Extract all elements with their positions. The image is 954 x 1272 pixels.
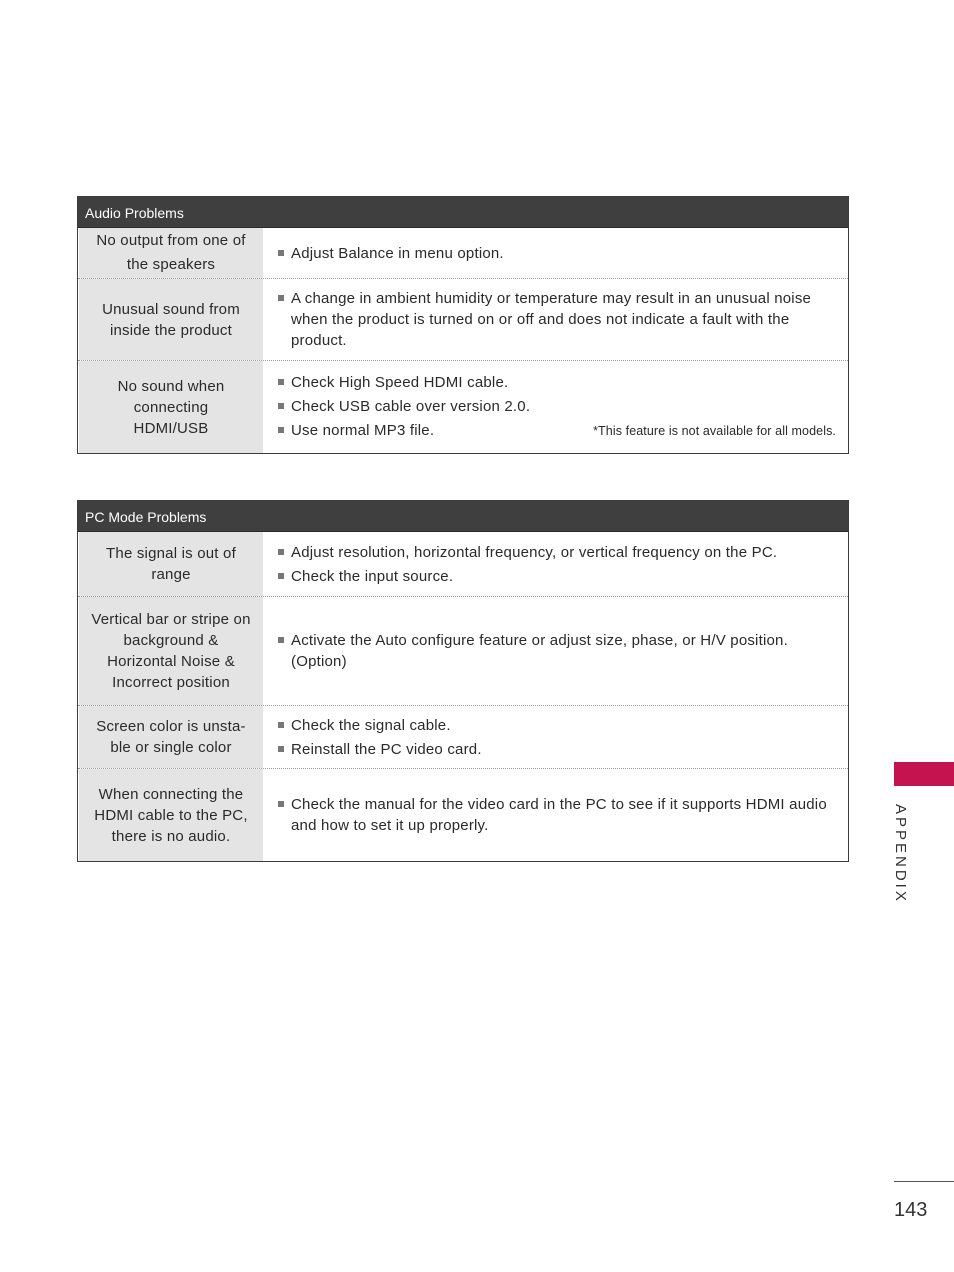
square-bullet-icon — [278, 573, 284, 579]
solution-cell — [263, 361, 848, 453]
square-bullet-icon — [278, 250, 284, 256]
symptom-cell — [79, 532, 263, 596]
solution-cell — [263, 228, 848, 278]
solution-text: Check USB cable over version 2.0. — [291, 398, 531, 415]
table-row — [78, 705, 848, 768]
solution-text: Adjust resolution, horizontal frequency, or vertical frequency on the PC. — [291, 543, 778, 561]
solution-item — [277, 630, 836, 672]
symptom-cell — [79, 228, 263, 278]
square-bullet-icon — [278, 722, 284, 728]
solution-item — [277, 794, 836, 836]
square-bullet-icon — [278, 379, 284, 385]
table-row — [78, 532, 848, 596]
table-row — [78, 360, 848, 453]
model-availability-note: *This feature is not available for all models. — [593, 424, 836, 438]
symptom-text: No sound when connecting HDMI/USB — [117, 377, 225, 437]
solution-text: Reinstall the PC video card. — [291, 740, 482, 758]
section-label: APPENDIX — [892, 804, 909, 904]
audio-problems-header: Audio Problems — [78, 197, 848, 228]
solution-text: Check the input source. — [291, 567, 454, 585]
solution-item — [277, 288, 836, 351]
pc-mode-problems-table — [77, 500, 849, 862]
audio-problems-table — [77, 196, 849, 454]
square-bullet-icon — [278, 427, 284, 433]
symptom-text: Screen color is unsta-ble or single color — [96, 718, 246, 756]
square-bullet-icon — [278, 746, 284, 752]
solution-cell — [263, 597, 848, 705]
solution-text: Check High Speed HDMI cable. — [291, 374, 509, 391]
symptom-cell — [79, 706, 263, 768]
solution-item — [277, 243, 836, 264]
square-bullet-icon — [278, 801, 284, 807]
solution-item — [277, 372, 836, 393]
section-tab-marker — [894, 762, 954, 786]
solution-text: Activate the Auto configure feature or adjust size, phase, or H/V position. (Option) — [291, 632, 788, 670]
solution-text: Check the manual for the video card in the PC to see if it supports HDMI audio and how to set it up properly. — [291, 796, 827, 834]
page-number-rule — [894, 1181, 954, 1182]
symptom-text: Vertical bar or stripe on background & Horizontal Noise & Incorrect position — [91, 611, 251, 691]
symptom-text: No output from one of the speakers — [96, 232, 246, 273]
solution-item — [277, 715, 836, 736]
solution-item — [277, 420, 836, 442]
page-number: 143 — [894, 1199, 928, 1221]
solution-item — [277, 396, 836, 417]
solution-text: Adjust Balance in menu option. — [291, 244, 504, 262]
table-row — [78, 278, 848, 360]
solution-cell — [263, 769, 848, 861]
symptom-cell — [79, 361, 263, 453]
pc-mode-problems-header: PC Mode Problems — [78, 501, 848, 532]
square-bullet-icon — [278, 295, 284, 301]
solution-text: Use normal MP3 file. — [291, 422, 435, 439]
solution-cell — [263, 706, 848, 768]
square-bullet-icon — [278, 403, 284, 409]
solution-cell — [263, 532, 848, 596]
solution-text: A change in ambient humidity or temperature may result in an unusual noise when the product is turned on or off and does not indicate a fault with the product. — [291, 290, 812, 349]
solution-text: Check the signal cable. — [291, 716, 451, 734]
symptom-text: Unusual sound from inside the product — [102, 300, 240, 339]
symptom-cell — [79, 597, 263, 705]
solution-item — [277, 542, 836, 563]
symptom-cell — [79, 279, 263, 360]
symptom-text: When connecting the HDMI cable to the PC, there is no audio. — [94, 785, 248, 845]
square-bullet-icon — [278, 549, 284, 555]
symptom-cell — [79, 769, 263, 861]
table-row — [78, 596, 848, 705]
solution-cell — [263, 279, 848, 360]
solution-item — [277, 739, 836, 760]
symptom-text: The signal is out of range — [106, 545, 236, 583]
table-row — [78, 228, 848, 278]
solution-item — [277, 566, 836, 587]
square-bullet-icon — [278, 637, 284, 643]
table-row — [78, 768, 848, 861]
